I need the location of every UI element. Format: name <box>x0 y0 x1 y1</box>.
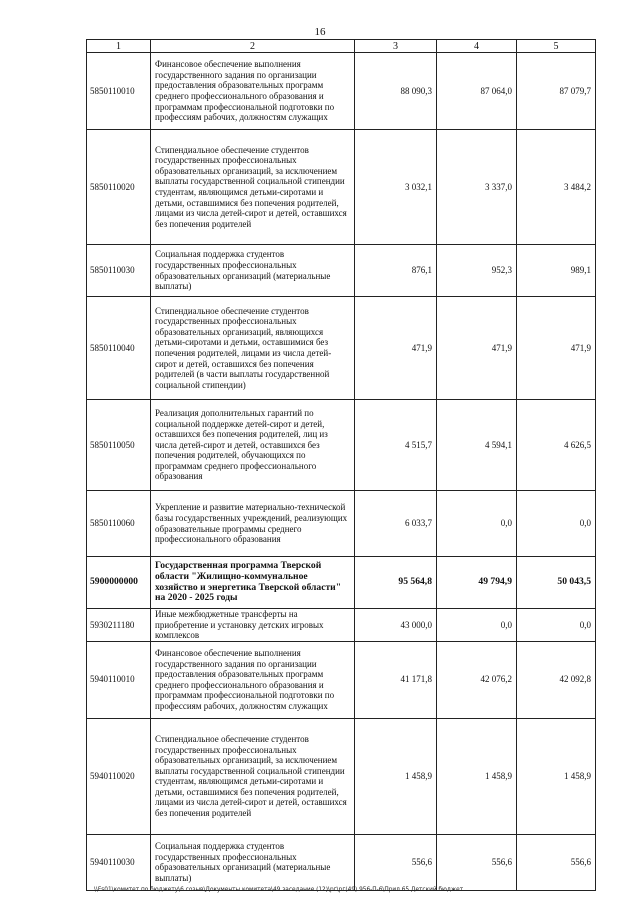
row-value-col5: 989,1 <box>517 245 596 297</box>
row-value-col4: 0,0 <box>437 609 517 642</box>
row-value-col4: 42 076,2 <box>437 641 517 718</box>
row-value-col3: 1 458,9 <box>355 718 437 834</box>
row-code: 5940110020 <box>87 718 151 834</box>
header-col-3: 3 <box>355 40 437 53</box>
row-description: Государственная программа Тверской области "Жилищно-коммунальное хозяйство и энергетика Тверской области" на 2020 - 2025 годы <box>151 557 355 609</box>
row-value-col5: 87 079,7 <box>517 53 596 130</box>
row-description: Социальная поддержка студентов государственных профессиональных образовательных организаций (материальные выплаты) <box>151 834 355 890</box>
table-row <box>87 834 596 890</box>
row-value-col5: 4 626,5 <box>517 400 596 491</box>
row-value-col3: 41 171,8 <box>355 641 437 718</box>
row-value-col5: 556,6 <box>517 834 596 890</box>
row-value-col4: 3 337,0 <box>437 130 517 245</box>
row-code: 5850110010 <box>87 53 151 130</box>
row-value-col5: 0,0 <box>517 609 596 642</box>
row-value-col4: 556,6 <box>437 834 517 890</box>
table-row <box>87 557 596 609</box>
row-value-col3: 876,1 <box>355 245 437 297</box>
header-col-5: 5 <box>517 40 596 53</box>
row-code: 5940110010 <box>87 641 151 718</box>
header-col-1: 1 <box>87 40 151 53</box>
table-row <box>87 297 596 400</box>
row-value-col5: 0,0 <box>517 491 596 557</box>
row-value-col3: 471,9 <box>355 297 437 400</box>
row-code: 5930211180 <box>87 609 151 642</box>
row-description: Стипендиальное обеспечение студентов государственных профессиональных образовательных организаций, являющихся детьми-сиротами и детьми, оставшимися без попечения родителей, лицами из числа детей-сирот и детей, оставшихся без попечения родителей (в части выплаты государственной социальной стипендии) <box>151 297 355 400</box>
row-value-col4: 49 794,9 <box>437 557 517 609</box>
row-value-col4: 952,3 <box>437 245 517 297</box>
row-description: Стипендиальное обеспечение студентов государственных профессиональных образовательных организаций, за исключением выплаты государственной социальной стипендии студентам, являющимся детьми-сиротами и детьми, оставшимися без попечения родителей, лицами из числа детей-сирот и детей, оставшихся без попечения родителей <box>151 718 355 834</box>
header-col-4: 4 <box>437 40 517 53</box>
row-description: Финансовое обеспечение выполнения государственного задания по организации предоставления образовательных программ среднего профессионального образования и программам профессиональной подготовки по профессиям рабочих, должностям служащих <box>151 53 355 130</box>
row-description: Укрепление и развитие материально-технической базы государственных учреждений, реализующих образовательные программы среднего профессионального образования <box>151 491 355 557</box>
table-row <box>87 491 596 557</box>
table-row <box>87 53 596 130</box>
row-code: 5850110040 <box>87 297 151 400</box>
table-row <box>87 400 596 491</box>
row-description: Реализация дополнительных гарантий по социальной поддержке детей-сирот и детей, оставшихся без попечения родителей, лиц из числа детей-сирот и детей, оставшихся без попечения родителей, обучающихся по программам среднего профессионального образования <box>151 400 355 491</box>
row-value-col3: 3 032,1 <box>355 130 437 245</box>
row-value-col5: 50 043,5 <box>517 557 596 609</box>
row-value-col3: 556,6 <box>355 834 437 890</box>
row-value-col5: 3 484,2 <box>517 130 596 245</box>
row-value-col3: 43 000,0 <box>355 609 437 642</box>
row-value-col4: 4 594,1 <box>437 400 517 491</box>
row-value-col5: 42 092,8 <box>517 641 596 718</box>
row-code: 5850110030 <box>87 245 151 297</box>
row-value-col5: 471,9 <box>517 297 596 400</box>
row-value-col5: 1 458,9 <box>517 718 596 834</box>
table-row <box>87 609 596 642</box>
row-value-col3: 88 090,3 <box>355 53 437 130</box>
table-row <box>87 130 596 245</box>
table-row <box>87 718 596 834</box>
row-code: 5850110060 <box>87 491 151 557</box>
row-code: 5900000000 <box>87 557 151 609</box>
row-code: 5850110050 <box>87 400 151 491</box>
row-value-col3: 95 564,8 <box>355 557 437 609</box>
row-description: Стипендиальное обеспечение студентов государственных профессиональных образовательных организаций, за исключением выплаты государственной социальной стипендии студентам, являющимся детьми-сиротами и детьми, оставшимися без попечения родителей, лицами из числа детей-сирот и детей, оставшихся без попечения родителей <box>151 130 355 245</box>
budget-table <box>86 39 596 891</box>
footer-file-path: \\Fs01\комитет по бюджету\6 созыв\Документы комитета\49 заседание (12)\рг\рг(49) 956-П-6\Прил 65 Детский бюджет <box>94 887 464 893</box>
row-value-col3: 4 515,7 <box>355 400 437 491</box>
row-value-col4: 87 064,0 <box>437 53 517 130</box>
row-description: Социальная поддержка студентов государственных профессиональных образовательных организаций (материальные выплаты) <box>151 245 355 297</box>
row-value-col4: 0,0 <box>437 491 517 557</box>
row-value-col4: 1 458,9 <box>437 718 517 834</box>
page-number: 16 <box>314 26 326 38</box>
row-value-col4: 471,9 <box>437 297 517 400</box>
table-header-row <box>87 40 596 53</box>
header-col-2: 2 <box>151 40 355 53</box>
row-value-col3: 6 033,7 <box>355 491 437 557</box>
table-row <box>87 641 596 718</box>
row-code: 5940110030 <box>87 834 151 890</box>
table-row <box>87 245 596 297</box>
row-description: Иные межбюджетные трансферты на приобретение и установку детских игровых комплексов <box>151 609 355 642</box>
row-description: Финансовое обеспечение выполнения государственного задания по организации предоставления образовательных программ среднего профессионального образования и программам профессиональной подготовки по профессиям рабочих, должностям служащих <box>151 641 355 718</box>
row-code: 5850110020 <box>87 130 151 245</box>
